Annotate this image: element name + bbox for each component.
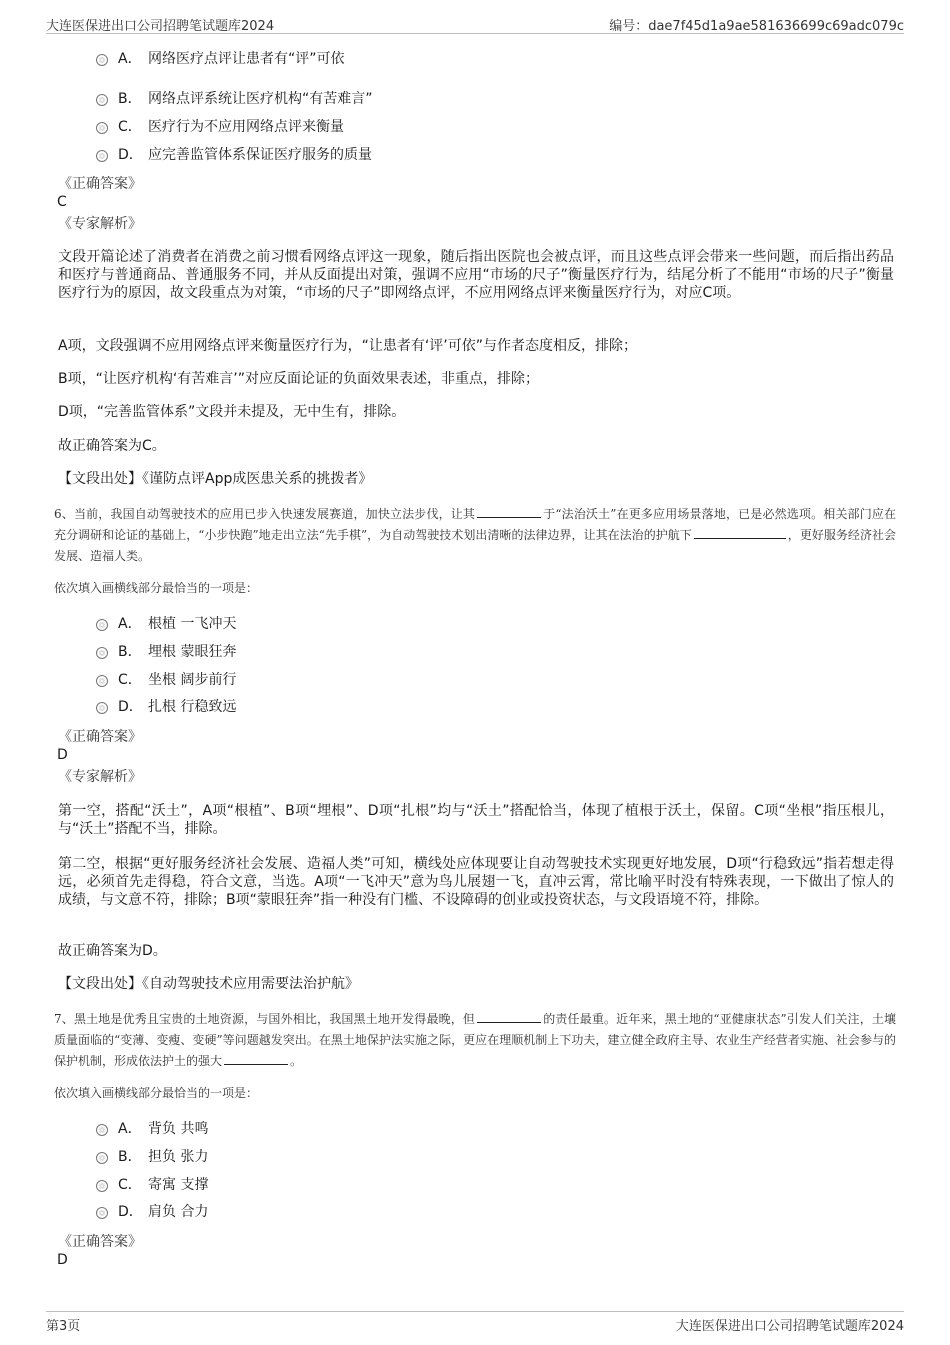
header-doc-id: 编号：dae7f45d1a9ae581636699c69adc079c [609, 19, 904, 34]
q7-blank-2 [224, 1052, 288, 1065]
radio-icon[interactable] [96, 54, 108, 66]
q6-answer-label: 《正确答案》 [58, 729, 142, 745]
q6-analysis-para: 第一空，搭配“沃土”，A项“根植”、B项“埋根”、D项“扎根”均与“沃土”搭配恰当，体现了植根于沃土，保留。C项“坐根”指压根儿，与“沃土”搭配不当，排除。 [58, 803, 894, 837]
q5-analysis-para: A项，文段强调不应用网络点评来衡量医疗行为，“让患者有‘评’可依”与作者态度相反，排除； [58, 338, 637, 354]
page-number: 第3页 [46, 1319, 81, 1334]
q7-stem: 7、黑土地是优秀且宝贵的土地资源，与国外相比，我国黑土地开发得最晚，但 的责任最重。近年来，黑土地的“亚健康状态”引发人们关注，土壤质量面临的“变薄、变瘦、变硬”等问题越发突出。在黑土地保护法实施之际，更应在理顺机制上下功夫，建立健全政府主导、农业生产经营者实施、社会参与的保护机制，形成依法护土的强大 。 [54, 1012, 897, 1068]
q6-prompt: 依次填入画横线部分最恰当的一项是： [54, 581, 259, 595]
q6-analysis-para: 第二空，根据“更好服务经济社会发展、造福人类”可知，横线处应体现要让自动驾驶技术实现更好地发展，D项“行稳致远”指若想走得远，必须首先走得稳，符合文意，当选。A项“一飞冲天”意为鸟儿展翅一飞，直冲云霄，常比喻平时没有特殊表现，一下做出了惊人的成绩，与文意不符，排除；B项“蒙眼狂奔”指一种没有门槛、不设障碍的创业或投资状态，与文段语境不符，排除。 [58, 856, 894, 908]
q7-blank-1 [477, 1010, 541, 1023]
q5-analysis-para: B项，“让医疗机构‘有苦难言’”对应反面论证的负面效果表述，非重点，排除； [58, 371, 540, 387]
footer-title: 大连医保进出口公司招聘笔试题库2024 [675, 1319, 904, 1334]
q6-blank-1 [477, 505, 541, 518]
radio-icon[interactable] [96, 1180, 108, 1192]
radio-icon[interactable] [96, 1124, 108, 1136]
q6-blank-2 [694, 526, 786, 539]
q7-answer-label: 《正确答案》 [58, 1234, 142, 1250]
q6-stem: 6、当前，我国自动驾驶技术的应用已步入快速发展赛道，加快立法步伐，让其 于“法治沃土”在更多应用场景落地，已是必然选项。相关部门应在充分调研和论证的基础上，“小步快跑”地走出立法“先手棋”，为自动驾驶技术划出清晰的法律边界，让其在法治的护航下 ，更好服务经济社会发展、造福人类。 [54, 507, 897, 563]
q7-answer: D [57, 1252, 68, 1268]
q6-analysis-conclusion: 故正确答案为D。 [58, 943, 167, 959]
q6-answer: D [57, 747, 68, 763]
radio-icon[interactable] [96, 150, 108, 162]
q5-answer-label: 《正确答案》 [58, 176, 142, 192]
q6-source: 【文段出处】《自动驾驶技术应用需要法治护航》 [58, 976, 359, 992]
radio-icon[interactable] [96, 94, 108, 106]
radio-icon[interactable] [96, 1152, 108, 1164]
q5-source: 【文段出处】《谨防点评App成医患关系的挑拨者》 [58, 471, 373, 487]
page-footer [46, 1311, 904, 1336]
page-header [46, 13, 904, 34]
q5-answer: C [57, 194, 67, 210]
radio-icon[interactable] [96, 702, 108, 714]
radio-icon[interactable] [96, 619, 108, 631]
q6-analysis-label: 《专家解析》 [58, 769, 142, 785]
q5-analysis-label: 《专家解析》 [58, 216, 142, 232]
radio-icon[interactable] [96, 647, 108, 659]
q5-analysis-conclusion: 故正确答案为C。 [58, 438, 166, 454]
radio-icon[interactable] [96, 1207, 108, 1219]
header-title: 大连医保进出口公司招聘笔试题库2024 [46, 19, 275, 34]
q5-analysis-para: D项，“完善监管体系”文段并未提及，无中生有，排除。 [58, 404, 406, 420]
q5-analysis-para: 文段开篇论述了消费者在消费之前习惯看网络点评这一现象，随后指出医院也会被点评，而且这些点评会带来一些问题，而后指出药品和医疗与普通商品、普通服务不同，并从反面提出对策，强调不应用“市场的尺子”衡量医疗行为，结尾分析了不能用“市场的尺子”衡量医疗行为的原因，故文段重点为对策，“市场的尺子”即网络点评，不应用网络点评来衡量医疗行为，对应C项。 [58, 249, 894, 301]
q7-prompt: 依次填入画横线部分最恰当的一项是： [54, 1086, 259, 1100]
radio-icon[interactable] [96, 675, 108, 687]
radio-icon[interactable] [96, 122, 108, 134]
